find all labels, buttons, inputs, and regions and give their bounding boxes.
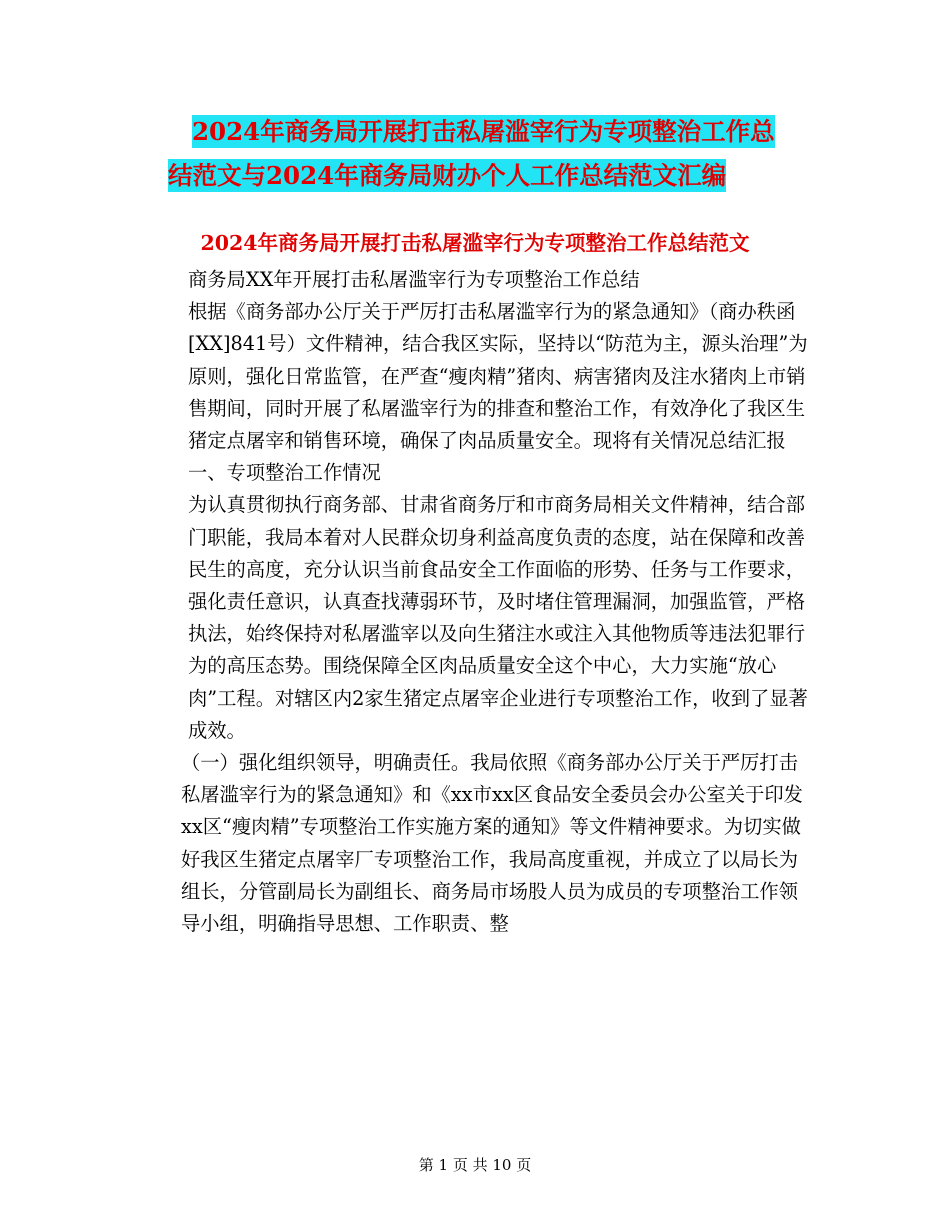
- title-line-1: 2024年商务局开展打击私屠滥宰行为专项整治工作总: [192, 117, 775, 146]
- paragraph: （一）强化组织领导，明确责任。我局依照《商务部办公厅关于严厉打击私屠滥宰行为的紧急通知》和《xx市xx区食品安全委员会办公室关于印发xx区“瘦肉精”专项整治工作实施方案的通知》等文件精神要求。为切实做好我区生猪定点屠宰厂专项整治工作，我局高度重视，并成立了以局长为组长，分管副局长为副组长、商务局市场股人员为成员的专项整治工作领导小组，明确指导思想、工作职责、整: [181, 751, 803, 936]
- section-title: 2024年商务局开展打击私屠滥宰行为专项整治工作总结范文: [200, 231, 750, 255]
- page-footer: 第 1 页 共 10 页: [418, 1156, 532, 1174]
- document-title: [168, 110, 828, 198]
- paragraph: 为认真贯彻执行商务部、甘肃省商务厅和市商务局相关文件精神，结合部门职能，我局本着对人民群众切身利益高度负责的态度，站在保障和改善民生的高度，充分认识当前食品安全工作面临的形势、任务与工作要求，强化责任意识，认真查找薄弱环节，及时堵住管理漏洞，加强监管，严格执法，始终保持对私屠滥宰以及向生猪注水或注入其他物质等违法犯罪行为的高压态势。围绕保障全区肉品质量安全这个中心，大力实施“放心肉”工程。对辖区内2家生猪定点屠宰企业进行专项整治工作，收到了显著成效。: [188, 493, 808, 742]
- section-heading: 一、专项整治工作情况: [188, 461, 381, 485]
- paragraph: 商务局XX年开展打击私屠滥宰行为专项整治工作总结: [188, 268, 640, 291]
- title-line-2: 结范文与2024年商务局财办个人工作总结范文汇编: [168, 161, 727, 190]
- document-body: [143, 264, 813, 940]
- paragraph: 根据《商务部办公厅关于严厉打击私屠滥宰行为的紧急通知》（商办秩函[XX]841号）文件精神，结合我区实际，坚持以“防范为主，源头治理”为原则，强化日常监管，在严查“瘦肉精”猪肉、病害猪肉及注水猪肉上市销售期间，同时开展了私屠滥宰行为的排查和整治工作，有效净化了我区生猪定点屠宰和销售环境，确保了肉品质量安全。现将有关情况总结汇报: [188, 300, 808, 453]
